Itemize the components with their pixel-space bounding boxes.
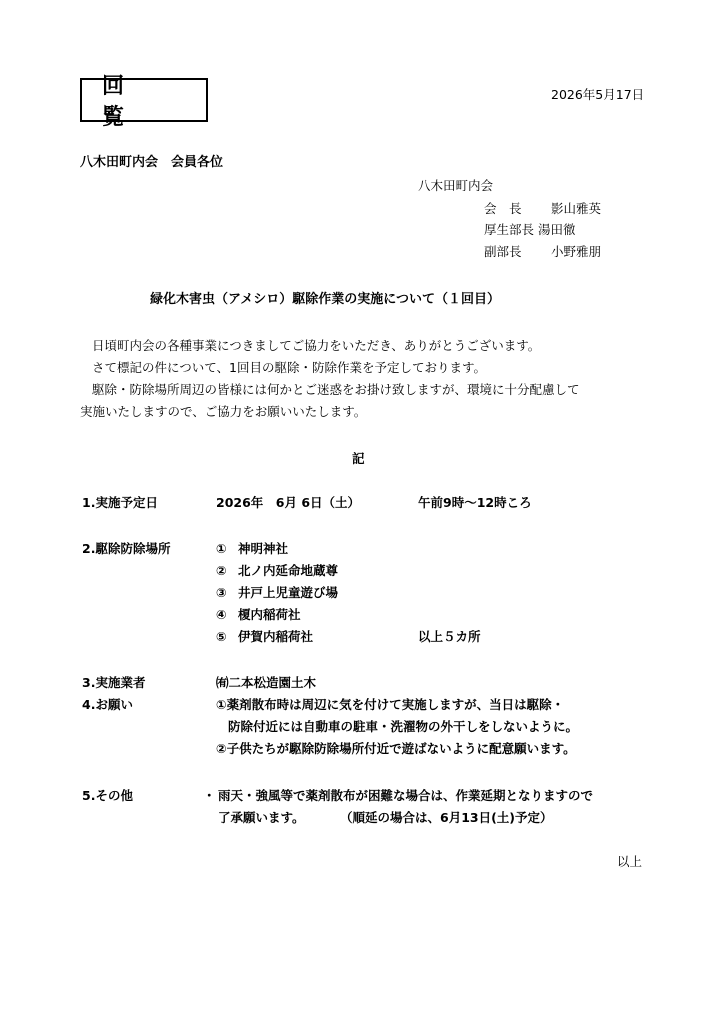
officer-role: 厚生部長 (484, 222, 535, 237)
circulation-title: 回 覧 (80, 78, 208, 122)
item-label-schedule: 1.実施予定日 (82, 495, 158, 510)
location-name: 井戸上児童遊び場 (238, 585, 339, 600)
officer-name: 影山雅英 (551, 201, 602, 216)
location-name: 榎内稲荷社 (238, 607, 301, 622)
other-bullet: ・ (203, 788, 216, 803)
location-total: 以上５カ所 (418, 629, 481, 644)
other-line: 了承願います。 (218, 810, 305, 825)
location-number: ① (216, 541, 227, 556)
officer-name: 小野雅朋 (551, 244, 602, 259)
item-label-other: 5.その他 (82, 788, 133, 803)
closing-mark: 以上 (617, 854, 643, 869)
body-line: 実施いたしますので、ご協力をお願いいたします。 (80, 404, 367, 419)
schedule-time: 午前9時～12時ころ (418, 495, 532, 510)
item-label-contractor: 3.実施業者 (82, 675, 146, 690)
ki-marker: 記 (352, 451, 365, 466)
document-date: 2026年5月17日 (551, 87, 645, 102)
location-name: 神明神社 (238, 541, 289, 556)
request-line: ②子供たちが駆除防除場所付近で遊ばないように配意願います。 (216, 741, 576, 756)
location-number: ④ (216, 607, 227, 622)
location-name: 伊賀内稲荷社 (238, 629, 314, 644)
item-label-requests: 4.お願い (82, 697, 133, 712)
body-line: 日頃町内会の各種事業につきましてご協力をいただき、ありがとうございます。 (92, 338, 541, 353)
request-line: ①薬剤散布時は周辺に気を付けて実施しますが、当日は駆除・ (216, 697, 565, 712)
officer-role: 副部長 (484, 244, 522, 259)
body-line: さて標記の件について、1回目の駆除・防除作業を予定しております。 (92, 360, 486, 375)
request-line: 防除付近には自動車の駐車・洗濯物の外干しをしないように。 (228, 719, 579, 734)
contractor-name: ㈲二本松造園土木 (216, 675, 317, 690)
body-line: 駆除・防除場所周辺の皆様には何かとご迷惑をお掛け致しますが、環境に十分配慮して (92, 382, 580, 397)
sender-org: 八木田町内会 (418, 178, 494, 193)
addressee: 八木田町内会 会員各位 (80, 155, 224, 170)
officer-role: 会 長 (484, 201, 522, 216)
schedule-date: 2026年 6月 6日（土） (216, 495, 361, 510)
location-name: 北ノ内延命地蔵尊 (238, 563, 339, 578)
postponement-note: （順延の場合は、6月13日(土)予定） (340, 810, 553, 825)
item-label-locations: 2.駆除防除場所 (82, 541, 171, 556)
location-number: ② (216, 563, 227, 578)
other-line: 雨天・強風等で薬剤散布が困難な場合は、作業延期となりますので (218, 788, 594, 803)
location-number: ⑤ (216, 629, 227, 644)
document-subject: 緑化木害虫（アメシロ）駆除作業の実施について（１回目） (150, 292, 500, 307)
location-number: ③ (216, 585, 227, 600)
officer-name: 湯田徹 (538, 222, 576, 237)
